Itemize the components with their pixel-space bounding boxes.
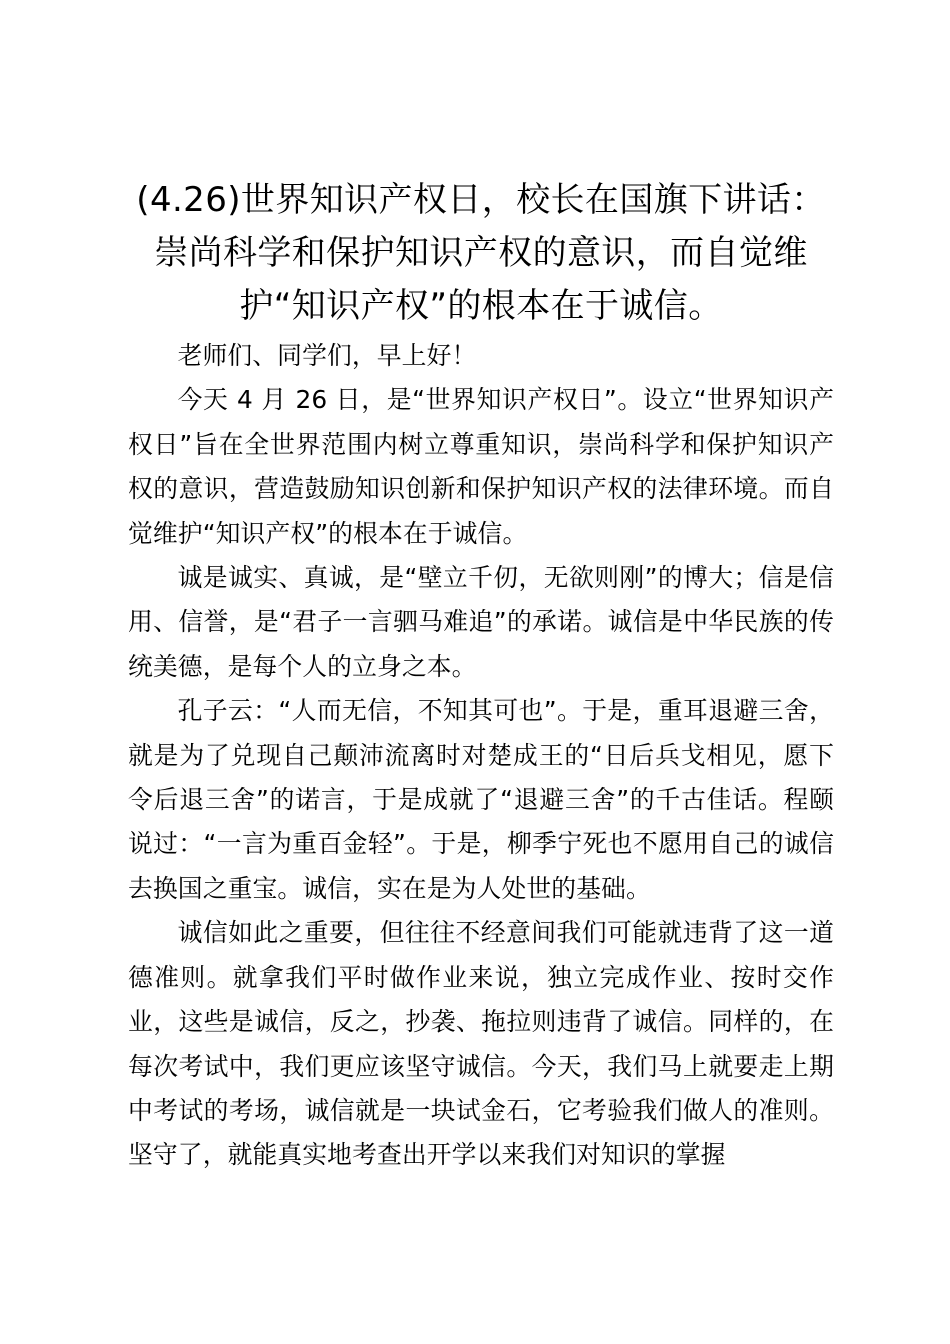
document-page xyxy=(128,174,834,1178)
paragraph-integrity-meaning: 诚是诚实、真诚，是“壁立千仞，无欲则刚”的博大；信是信用、信誉，是“君子一言驷马难追”的承诺。诚信是中华民族的传统美德，是每个人的立身之本。 xyxy=(128,563,834,681)
paragraph-greeting: 老师们、同学们，早上好！ xyxy=(177,341,477,370)
paragraph-exam-integrity: 诚信如此之重要，但往往不经意间我们可能就违背了这一道德准则。就拿我们平时做作业来说，独立完成作业、按时交作业，这些是诚信，反之，抄袭、拖拉则违背了诚信。同样的，在每次考试中，我们更应该坚守诚信。今天，我们马上就要走上期中考试的考场，诚信就是一块试金石，它考验我们做人的准则。坚守了，就能真实地考查出开学以来我们对知识的掌握 xyxy=(128,918,834,1170)
document-title: (4.26)世界知识产权日，校长在国旗下讲话：崇尚科学和保护知识产权的意识，而自觉维护“知识产权”的根本在于诚信。 xyxy=(136,180,826,326)
paragraph-confucius: 孔子云：“人而无信，不知其可也”。于是，重耳退避三舍，就是为了兑现自己颠沛流离时对楚成王的“日后兵戈相见，愿下令后退三舍”的诺言，于是成就了“退避三舍”的千古佳话。程颐说过：“一言为重百金轻”。于是，柳季宁死也不愿用自己的诚信去换国之重宝。诚信，实在是为人处世的基础。 xyxy=(128,696,834,903)
paragraph-ip-day: 今天 4 月 26 日，是“世界知识产权日”。设立“世界知识产权日”旨在全世界范围内树立尊重知识，崇尚科学和保护知识产权的意识，营造鼓励知识创新和保护知识产权的法律环境。而自觉维护“知识产权”的根本在于诚信。 xyxy=(128,385,834,548)
